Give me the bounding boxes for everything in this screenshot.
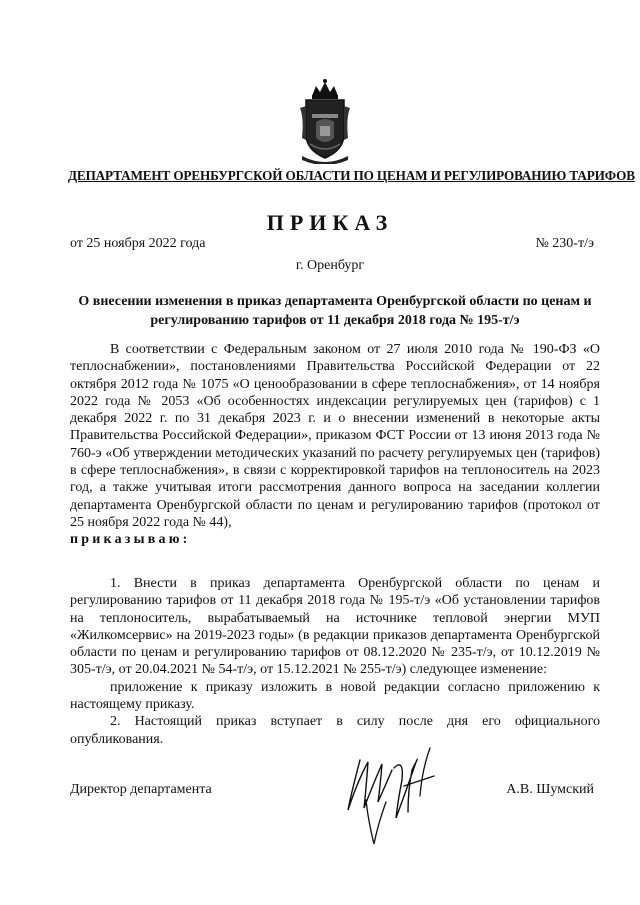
- item-2: 2. Настоящий приказ вступает в силу после дня его официального опубликования.: [70, 714, 600, 747]
- item-1-sub: приложение к приказу изложить в новой редакции согласно приложению к настоящему приказу.: [70, 679, 600, 713]
- coat-of-arms-emblem: [298, 78, 352, 164]
- department-name: ДЕПАРТАМЕНТ ОРЕНБУРГСКОЙ ОБЛАСТИ ПО ЦЕНАМ И РЕГУЛИРОВАНИЮ ТАРИФОВ: [68, 168, 635, 183]
- order-title: ПРИКАЗ: [266, 210, 394, 235]
- preamble-text: В соответствии с Федеральным законом от 27 июля 2010 года № 190-ФЗ «О теплоснабжении», постановлениями Правительства Российской Федерации от 22 октября 2012 года № 1075 «О ценообразовании в сфере теплоснабжения», от 14 ноября 2022 года № 2053 «Об особенностях индексации регулируемых цен (тарифов) с 1 декабря 2022 г. по 31 декабря 2023 г. и о внесении изменений в некоторые акты Правительства Российской Федерации», приказом ФСТ России от 13 июня 2013 года № 760-э «Об утверждении методических указаний по расчету регулируемых цен (тарифов) в сфере теплоснабжения», в связи с корректировкой тарифов на теплоноситель на 2023 год, а также учитывая итоги рассмотрения данного вопроса на заседании коллегии департамента Оренбургской области по ценам и регулированию тарифов (протокол от 25 ноября 2022 года № 44),: [70, 342, 600, 530]
- order-word: приказываю:: [70, 532, 191, 548]
- preamble-section: [70, 341, 600, 549]
- order-date: от 25 ноября 2022 года: [70, 236, 206, 251]
- director-position: Директор департамента: [70, 782, 212, 797]
- order-city: г. Оренбург: [295, 258, 365, 273]
- order-number: № 230-т/э: [535, 236, 594, 251]
- signer-name: А.В. Шумский: [506, 782, 594, 797]
- handwritten-signature: [338, 740, 458, 850]
- order-subject: О внесении изменения в приказ департамента Оренбургской области по ценам и регулированию тарифов от 11 декабря 2018 года № 195-т/э: [78, 294, 592, 328]
- order-items-section: [70, 575, 600, 748]
- item-1: 1. Внести в приказ департамента Оренбургской области по ценам и регулированию тарифов от 11 декабря 2018 года № 195-т/э «Об установлении тарифов на теплоноситель, вырабатываемый на источнике тепловой энергии МУП «Жилкомсервис» на 2019-2023 годы» (в редакции приказов департамента Оренбургской области по ценам и регулированию тарифов от 08.12.2020 № 235-т/э, от 10.12.2019 № 305-т/э, от 20.04.2021 № 54-т/э, от 15.12.2021 № 255-т/э) следующее изменение:: [70, 576, 600, 678]
